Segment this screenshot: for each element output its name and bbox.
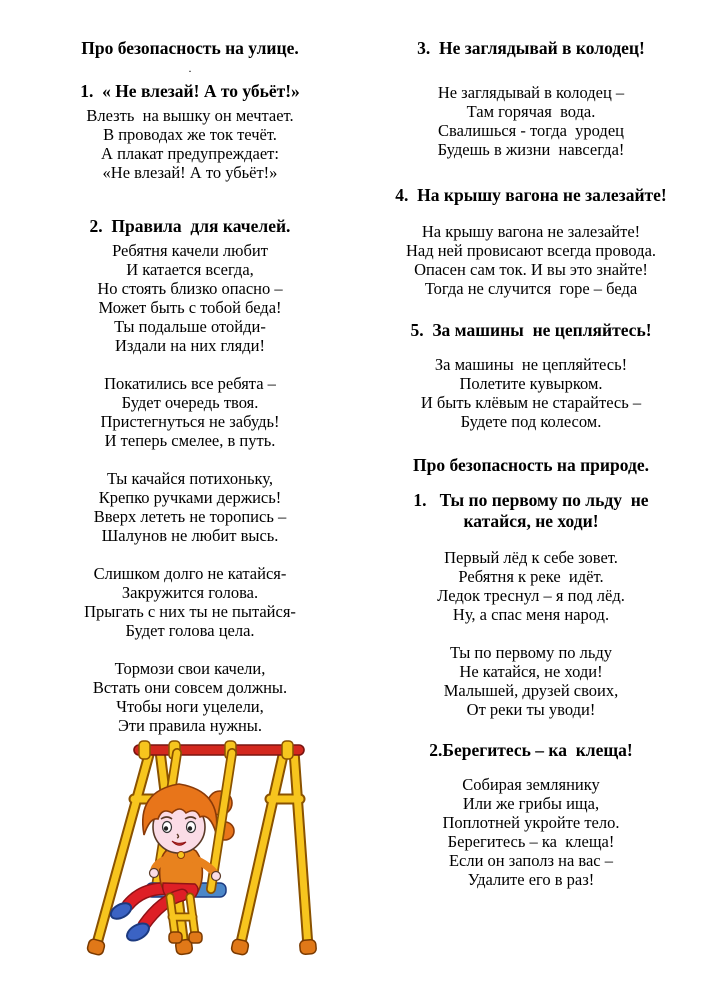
poem-line: На крышу вагона не залезайте! (421, 222, 641, 241)
poem-line: И катается всегда, (126, 260, 254, 279)
poem-line: Ты подальше отойди- (114, 317, 266, 336)
poem-line: Будет голова цела. (125, 621, 255, 640)
poem-line: Первый лёд к себе зовет. (444, 548, 618, 567)
hand-near (212, 872, 221, 881)
stanza (372, 775, 690, 889)
poem-title: 4. На крышу вагона не залезайте! (395, 185, 667, 205)
poem-line: катайся, не ходи! (463, 511, 599, 531)
poem-line: За машины не цепляйтесь! (434, 355, 628, 374)
poem-line: Слишком долго не катайся- (93, 564, 287, 583)
poem-title: 3. Не заглядывай в колодец! (417, 38, 645, 58)
poem-line: От реки ты уводи! (466, 700, 596, 719)
poem-line: Полетите кувырком. (459, 374, 603, 393)
poem-line: Над ней провисают всегда провода. (405, 241, 657, 260)
poem-line: Ты качайся потихоньку, (106, 469, 274, 488)
poem-line: И теперь смелее, в путь. (104, 431, 276, 450)
poem-line: Прыгать с них ты не пытайся- (84, 602, 296, 621)
stanza (40, 564, 340, 640)
poem-line: Встать они совсем должны. (92, 678, 288, 697)
poem-line: Будете под колесом. (460, 412, 602, 431)
poem-line: В проводах же ток течёт. (103, 125, 277, 144)
poem-line: Но стоять близко опасно – (97, 279, 283, 298)
hand-far (150, 869, 159, 878)
left-column (40, 38, 340, 974)
stanza (372, 83, 690, 159)
poem-line: Собирая землянику (462, 775, 600, 794)
section-title-street: Про безопасность на улице. (81, 38, 299, 58)
poem-line: Ледок треснул – я под лёд. (437, 586, 625, 605)
poem-title: 2.Берегитесь – ка клеща! (429, 740, 633, 760)
stanza (40, 469, 340, 545)
poem-line: Чтобы ноги уцелели, (116, 697, 264, 716)
poem-line: Будешь в жизни навсегда! (437, 140, 625, 159)
poem-line: Удалите его в раз! (467, 870, 595, 889)
poem-title: 2. Правила для качелей. (89, 216, 291, 236)
poem-line: И быть клёвым не старайтесь – (420, 393, 642, 412)
poem-line: 1. Ты по первому по льду не (413, 490, 649, 510)
swing-top-bar (134, 745, 304, 755)
poem-line: Ребятня к реке идёт. (458, 567, 604, 586)
poem-line: Крепко ручками держись! (98, 488, 282, 507)
poem-line: Поплотней укройте тело. (442, 813, 620, 832)
separator-dot: . (188, 61, 192, 75)
poem-line: Там горячая вода. (466, 102, 596, 121)
necklace (178, 852, 185, 859)
swing-frame (96, 751, 308, 947)
girl-on-swing-illustration (82, 739, 317, 974)
poem-line: А плакат предупреждает: (101, 144, 279, 163)
poem-title (372, 490, 690, 532)
poem-ne-vlezay (40, 81, 340, 182)
poem-line: Ну, а спас меня народ. (452, 605, 610, 624)
stanza (40, 659, 340, 735)
section-title-nature: Про безопасность на природе. (413, 455, 649, 475)
poem-pravila-kacheley (40, 216, 340, 735)
poem-line: Закружится голова. (121, 583, 259, 602)
poem-line: Опасен сам ток. И вы это знайте! (414, 260, 648, 279)
poem-line: Может быть с тобой беда! (98, 298, 282, 317)
stanza (372, 355, 690, 431)
poem-line: Пристегнуться не забудь! (100, 412, 280, 431)
poem-line: Вверх лететь не торопись – (93, 507, 287, 526)
poem-line: Будет очередь твоя. (121, 393, 259, 412)
frame-feet-caps (86, 932, 316, 956)
stanza (40, 106, 340, 182)
stanza (372, 548, 690, 624)
poem-line: Не катайся, не ходи! (459, 662, 603, 681)
poem-line: Покатились все ребята – (104, 374, 276, 393)
poem-line: «Не влезай! А то убьёт!» (102, 163, 278, 182)
poem-kleshch (372, 740, 690, 889)
poem-line: Тормози свои качели, (114, 659, 266, 678)
poem-krysha-vagona (372, 185, 690, 298)
poem-line: Ты по первому по льду (449, 643, 613, 662)
poem-line: Малышей, друзей своих, (443, 681, 619, 700)
stanza (372, 222, 690, 298)
stanza (372, 643, 690, 719)
poem-line: Тогда не случится горе – беда (424, 279, 638, 298)
poem-title: 5. За машины не цепляйтесь! (410, 320, 652, 340)
poem-line: Не заглядывай в колодец – (437, 83, 625, 102)
poem-pervyi-led (372, 490, 690, 719)
poem-line: Если он заполз на вас – (448, 851, 614, 870)
right-column (372, 38, 690, 889)
poem-line: Эти правила нужны. (117, 716, 263, 735)
poem-kolodec (372, 38, 690, 159)
poem-line: Ребятня качели любит (112, 241, 268, 260)
poem-line: Свалишься - тогда уродец (438, 121, 624, 140)
poem-line: Издали на них гляди! (115, 336, 265, 355)
poem-title: 1. « Не влезай! А то убьёт!» (80, 81, 300, 101)
poem-line: Шалунов не любит высь. (101, 526, 279, 545)
poem-line: Или же грибы ища, (462, 794, 600, 813)
poem-line: Берегитесь – ка клеща! (447, 832, 615, 851)
stanza (40, 241, 340, 355)
poem-za-mashiny (372, 320, 690, 431)
poem-line: Влезть на вышку он мечтает. (86, 106, 294, 125)
stanza (40, 374, 340, 450)
